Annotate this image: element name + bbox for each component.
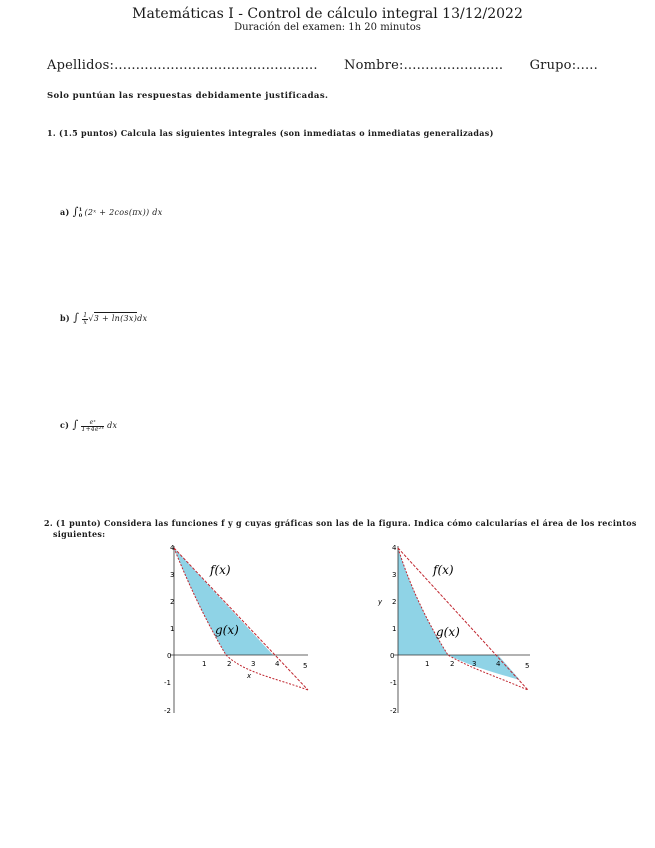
y-tick: -1 bbox=[164, 679, 171, 687]
y-tick: 3 bbox=[170, 571, 175, 579]
x-tick: 3 bbox=[251, 660, 256, 668]
x-tick: 1 bbox=[202, 660, 207, 668]
nombre-field: Nombre:....................... bbox=[344, 58, 504, 73]
question-2-line1: 2. (1 punto) Considera las funciones f y g cuyas gráficas son las de la figura. Indica cómo calcularías el área de los recintos bbox=[44, 518, 637, 528]
y-tick: 0 bbox=[167, 652, 172, 660]
grupo-field: Grupo:..... bbox=[529, 58, 598, 73]
fraction-numerator: eˣ bbox=[81, 420, 104, 427]
x-tick: 5 bbox=[303, 662, 308, 670]
integral-sign: ∫ bbox=[72, 418, 79, 431]
apellidos-field: Apellidos:............................................... bbox=[47, 58, 318, 73]
x-tick: 3 bbox=[472, 660, 477, 668]
y-tick: 4 bbox=[392, 544, 397, 552]
lower-limit: 0 bbox=[78, 213, 83, 219]
y-axis-label: y bbox=[378, 598, 383, 606]
g-label: g(x) bbox=[436, 625, 460, 639]
question-1-text: 1. (1.5 puntos) Calcula las siguientes integrales (son inmediatas o inmediatas generalizadas) bbox=[47, 128, 494, 138]
exam-duration: Duración del examen: 1h 20 minutos bbox=[234, 22, 421, 33]
x-tick: 4 bbox=[496, 660, 501, 668]
y-tick: 2 bbox=[392, 598, 397, 606]
item-c-label: c) bbox=[60, 420, 70, 430]
y-tick: -1 bbox=[390, 679, 397, 687]
x-tick: 1 bbox=[425, 660, 430, 668]
question-2-line2: siguientes: bbox=[53, 529, 106, 539]
question-1b bbox=[60, 311, 147, 326]
x-tick: 5 bbox=[525, 662, 530, 670]
exam-title: Matemáticas I - Control de cálculo integral 13/12/2022 bbox=[132, 6, 523, 22]
y-tick: 0 bbox=[390, 652, 395, 660]
y-tick: 4 bbox=[170, 544, 175, 552]
student-fields bbox=[47, 58, 620, 73]
x-axis-label: x bbox=[247, 672, 252, 680]
question-1a bbox=[60, 205, 163, 219]
graph-1 bbox=[150, 538, 330, 718]
integrand-a: (2ˣ + 2cos(πx)) dx bbox=[84, 208, 163, 217]
question-1c bbox=[60, 418, 117, 433]
fraction-numerator: 1 bbox=[83, 311, 88, 319]
fraction-denominator: x bbox=[83, 318, 88, 326]
differential: dx bbox=[137, 314, 148, 323]
f-curve bbox=[174, 548, 308, 690]
radicand: 3 + ln(3x) bbox=[93, 314, 138, 323]
integral-sign: ∫ bbox=[73, 311, 80, 324]
y-tick: 2 bbox=[170, 598, 175, 606]
instructions-note: Solo puntúan las respuestas debidamente justificadas. bbox=[47, 91, 329, 101]
y-tick: -2 bbox=[164, 707, 171, 715]
y-tick: 1 bbox=[392, 625, 397, 633]
item-b-label: b) bbox=[60, 313, 70, 323]
integral-sign: ∫ bbox=[72, 205, 79, 218]
sqrt-sign: √ bbox=[88, 314, 94, 323]
x-tick: 2 bbox=[227, 660, 232, 668]
upper-limit: 1 bbox=[78, 207, 83, 213]
item-a-label: a) bbox=[60, 207, 70, 217]
y-tick: 3 bbox=[392, 571, 397, 579]
y-tick: 1 bbox=[170, 625, 175, 633]
x-tick: 2 bbox=[450, 660, 455, 668]
fraction-denominator: 1+4e²ˣ bbox=[81, 425, 105, 433]
graph-2 bbox=[370, 538, 550, 718]
shaded-region-below-axis bbox=[448, 655, 520, 680]
f-label: f(x) bbox=[433, 563, 454, 577]
g-label: g(x) bbox=[215, 623, 239, 637]
differential: dx bbox=[107, 421, 118, 430]
f-label: f(x) bbox=[210, 563, 231, 577]
y-tick: -2 bbox=[390, 707, 397, 715]
x-tick: 4 bbox=[275, 660, 280, 668]
